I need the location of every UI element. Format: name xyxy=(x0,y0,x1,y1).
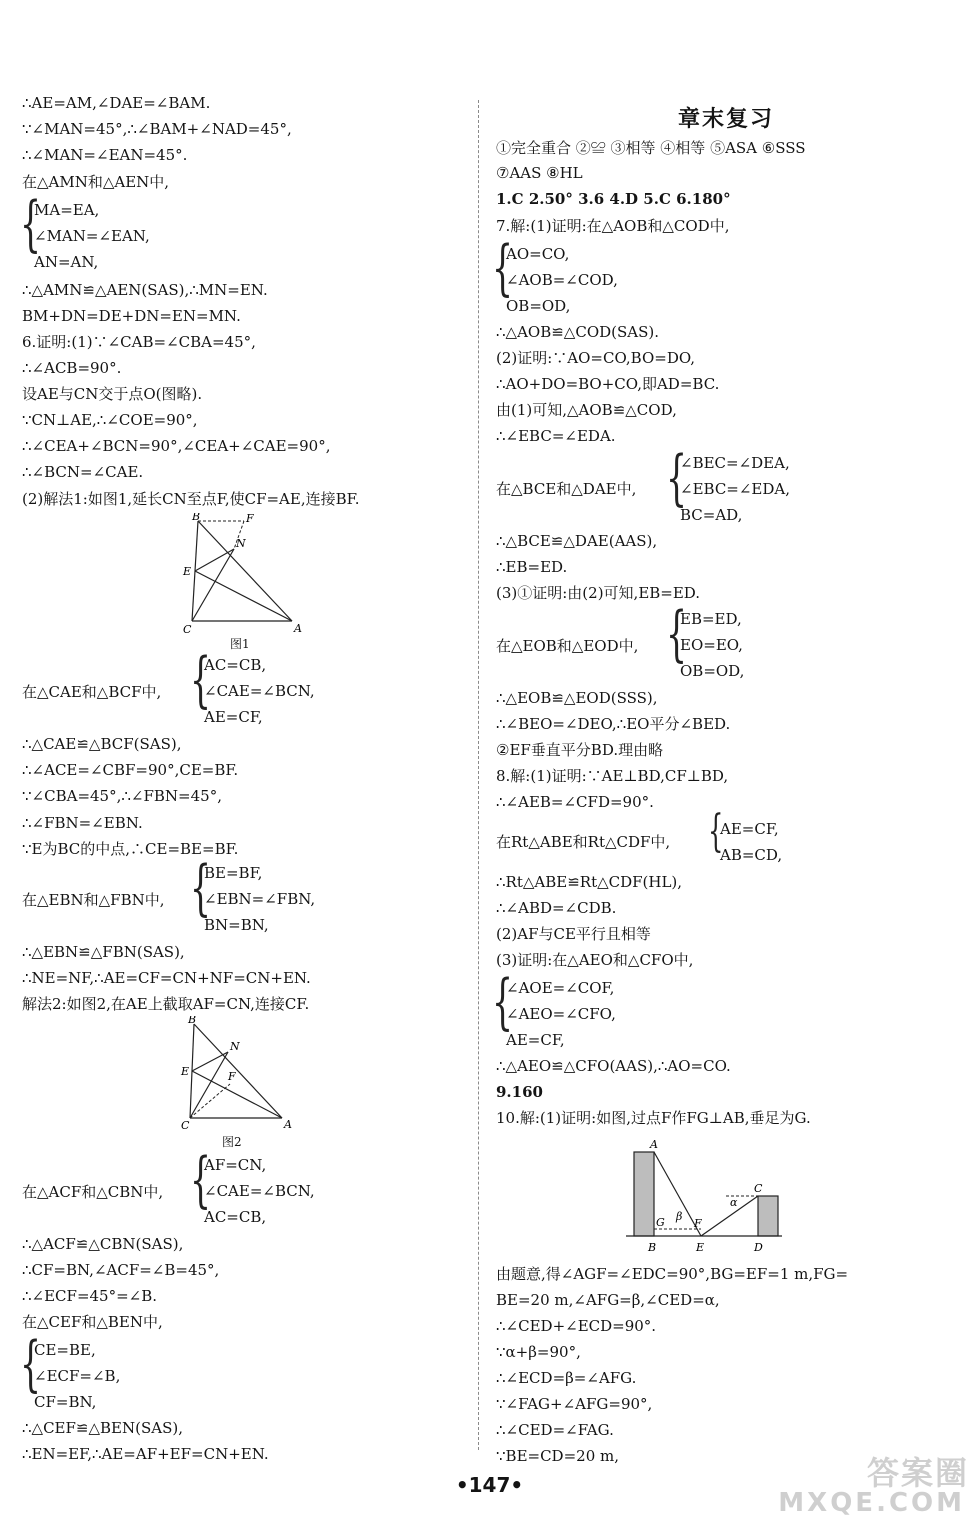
text-line: ∵CN⊥AE,∴∠COE=90°, xyxy=(22,411,198,429)
text-line: ①完全重合 ②≌ ③相等 ④相等 ⑤ASA ⑥SSS xyxy=(496,139,806,157)
text-line: 在△AMN和△AEN中, xyxy=(22,173,170,191)
text-line: ∴△CAE≌△BCF(SAS), xyxy=(22,735,182,753)
label-beta: β xyxy=(676,1210,683,1223)
equation: ∠ECF=∠B, xyxy=(34,1367,121,1385)
text-line: ∵∠FAG+∠AFG=90°, xyxy=(496,1395,653,1413)
text-line: ∵BE=CD=20 m, xyxy=(496,1447,620,1465)
text-line: ∴∠ECF=45°=∠B. xyxy=(22,1287,158,1305)
text-line: ∴∠BEO=∠DEO,∴EO平分∠BED. xyxy=(496,715,731,733)
text-line: ∴∠ACE=∠CBF=90°,CE=BF. xyxy=(22,761,239,779)
equation-system xyxy=(34,197,150,275)
text-line: 在△EBN和△FBN中, xyxy=(22,891,165,909)
text-line: ∴△EOB≌△EOD(SSS), xyxy=(496,689,658,707)
equation: ∠AOE=∠COF, xyxy=(506,979,615,997)
text-line: ∴△BCE≌△DAE(AAS), xyxy=(496,532,658,550)
equation-system xyxy=(204,652,315,730)
equation: AC=CB, xyxy=(204,1208,267,1226)
equation-system xyxy=(34,1337,120,1415)
label-N: N xyxy=(230,1040,240,1053)
label-A: A xyxy=(650,1138,658,1151)
text-line: ∵α+β=90°, xyxy=(496,1343,581,1361)
text-line: ∴NE=NF,∴AE=CF=CN+NF=CN+EN. xyxy=(22,969,311,987)
text-line: 8.解:(1)证明:∵AE⊥BD,CF⊥BD, xyxy=(496,767,729,785)
text-line: 7.解:(1)证明:在△AOB和△COD中, xyxy=(496,217,730,235)
label-B: B xyxy=(648,1241,657,1254)
label-C: C xyxy=(181,1119,190,1132)
text-line: 由(1)可知,△AOB≌△COD, xyxy=(496,401,677,419)
page-number: •147• xyxy=(455,1473,524,1497)
equation: AO=CO, xyxy=(506,245,570,263)
equation: AE=CF, xyxy=(506,1031,565,1049)
text-line: ∴AO+DO=BO+CO,即AD=BC. xyxy=(496,375,720,393)
equation-system xyxy=(204,1152,315,1230)
text-line: ∴△CEF≌△BEN(SAS), xyxy=(22,1419,183,1437)
brace: { xyxy=(20,189,42,259)
text-line: (2)解法1:如图1,延长CN至点F,使CF=AE,连接BF. xyxy=(22,490,360,508)
equation-system xyxy=(506,975,616,1053)
label-G: G xyxy=(656,1216,665,1229)
label-F: F xyxy=(694,1217,702,1230)
equation-system xyxy=(204,860,315,938)
text-line: 由题意,得∠AGF=∠EDC=90°,BG=EF=1 m,FG= xyxy=(496,1265,849,1283)
brace: { xyxy=(708,806,724,857)
label-C: C xyxy=(754,1182,763,1195)
brace: { xyxy=(492,233,514,303)
text-line: ②EF垂直平分BD.理由略 xyxy=(496,741,664,759)
text-line: ⑦AAS ⑧HL xyxy=(496,164,583,182)
figure-1 xyxy=(172,513,322,643)
label-A: A xyxy=(294,622,302,635)
text-line: ∴△EBN≌△FBN(SAS), xyxy=(22,943,185,961)
figure-3 xyxy=(626,1134,786,1259)
watermark-logo: 答案圈 xyxy=(866,1454,969,1492)
section-title: 章末复习 xyxy=(677,107,774,132)
equation: CF=BN, xyxy=(34,1393,97,1411)
text-line: ∴∠BCN=∠CAE. xyxy=(22,463,144,481)
equation: BE=BF, xyxy=(204,864,263,882)
text-line: ∴CF=BN,∠ACF=∠B=45°, xyxy=(22,1261,220,1279)
label-F: F xyxy=(246,513,254,525)
label-F: F xyxy=(228,1070,236,1083)
brace: { xyxy=(492,967,514,1037)
label-E: E xyxy=(181,1065,190,1078)
label-C: C xyxy=(183,623,192,636)
text-line: ∵E为BC的中点,∴CE=BE=BF. xyxy=(22,840,239,858)
equation: ∠BEC=∠DEA, xyxy=(680,454,790,472)
brace: { xyxy=(666,443,688,513)
equation: ∠AEO=∠CFO, xyxy=(506,1005,616,1023)
text-line: 在△CAE和△BCF中, xyxy=(22,683,162,701)
equation: AF=CN, xyxy=(204,1156,267,1174)
equation: ∠CAE=∠BCN, xyxy=(204,682,315,700)
answer-line: 1.C 2.50° 3.6 4.D 5.C 6.180° xyxy=(496,190,731,208)
text-line: ∴△AMN≌△AEN(SAS),∴MN=EN. xyxy=(22,281,268,299)
text-line: ∴EN=EF,∴AE=AF+EF=CN+EN. xyxy=(22,1445,269,1463)
text-line: ∴∠ACB=90°. xyxy=(22,359,122,377)
equation: BC=AD, xyxy=(680,506,743,524)
equation-system xyxy=(506,241,618,319)
equation: AE=CF, xyxy=(720,820,779,838)
equation: ∠AOB=∠COD, xyxy=(506,271,618,289)
label-E: E xyxy=(696,1241,705,1254)
text-line: (2)AF与CE平行且相等 xyxy=(496,925,651,943)
label-alpha: α xyxy=(730,1196,738,1209)
text-line: 在△CEF和△BEN中, xyxy=(22,1313,163,1331)
equation: AB=CD, xyxy=(720,846,783,864)
figure-caption: 图2 xyxy=(222,1135,242,1149)
text-line: (3)①证明:由(2)可知,EB=ED. xyxy=(496,584,701,602)
equation: AC=CB, xyxy=(204,656,267,674)
text-line: ∴∠EBC=∠EDA. xyxy=(496,427,616,445)
text-line: 解法2:如图2,在AE上截取AF=CN,连接CF. xyxy=(22,995,310,1013)
text-line: (2)证明:∵AO=CO,BO=DO, xyxy=(496,349,696,367)
equation: AN=AN, xyxy=(34,253,99,271)
text-line: 在△BCE和△DAE中, xyxy=(496,480,637,498)
equation: BN=BN, xyxy=(204,916,269,934)
equation: ∠CAE=∠BCN, xyxy=(204,1182,315,1200)
text-line: ∴△ACF≌△CBN(SAS), xyxy=(22,1235,184,1253)
equation: EO=EO, xyxy=(680,636,743,654)
text-line: ∴△AOB≌△COD(SAS). xyxy=(496,323,659,341)
text-line: BM+DN=DE+DN=EN=MN. xyxy=(22,307,241,325)
watermark-url: MXQE.COM xyxy=(778,1488,965,1518)
text-line: ∴∠MAN=∠EAN=45°. xyxy=(22,146,188,164)
label-E: E xyxy=(183,565,192,578)
equation-system xyxy=(680,450,790,528)
text-line: ∴∠CED=∠FAG. xyxy=(496,1421,614,1439)
equation: OB=OD, xyxy=(680,662,745,680)
label-N: N xyxy=(236,537,246,550)
text-line: ∴Rt△ABE≌Rt△CDF(HL), xyxy=(496,873,683,891)
text-line: ∴∠AEB=∠CFD=90°. xyxy=(496,793,654,811)
text-line: 6.证明:(1)∵∠CAB=∠CBA=45°, xyxy=(22,333,256,351)
equation: ∠EBN=∠FBN, xyxy=(204,890,316,908)
label-D: D xyxy=(754,1241,763,1254)
figure-caption: 图1 xyxy=(230,637,250,651)
equation-system xyxy=(720,816,782,868)
text-line: 10.解:(1)证明:如图,过点F作FG⊥AB,垂足为G. xyxy=(496,1109,811,1127)
text-line: ∵∠MAN=45°,∴∠BAM+∠NAD=45°, xyxy=(22,120,292,138)
brace: { xyxy=(666,599,688,669)
text-line: (3)证明:在△AEO和△CFO中, xyxy=(496,951,694,969)
text-line: ∴∠FBN=∠EBN. xyxy=(22,814,143,832)
text-line: ∴AE=AM,∠DAE=∠BAM. xyxy=(22,94,211,112)
text-line: 设AE与CN交于点O(图略). xyxy=(22,385,203,403)
equation: AE=CF, xyxy=(204,708,263,726)
answer-line: 9.160 xyxy=(496,1083,543,1101)
text-line: ∴∠CEA+∠BCN=90°,∠CEA+∠CAE=90°, xyxy=(22,437,331,455)
label-B: B xyxy=(188,1016,197,1026)
equation: OB=OD, xyxy=(506,297,571,315)
label-B: B xyxy=(192,513,201,523)
text-line: ∴△AEO≌△CFO(AAS),∴AO=CO. xyxy=(496,1057,731,1075)
equation-system xyxy=(680,606,744,684)
brace: { xyxy=(190,1145,212,1215)
equation: ∠EBC=∠EDA, xyxy=(680,480,791,498)
equation: MA=EA, xyxy=(34,201,100,219)
label-A: A xyxy=(284,1118,292,1131)
column-divider xyxy=(478,100,479,1450)
text-line: ∴∠CED+∠ECD=90°. xyxy=(496,1317,657,1335)
text-line: ∴∠ABD=∠CDB. xyxy=(496,899,617,917)
equation: ∠MAN=∠EAN, xyxy=(34,227,150,245)
text-line: ∵∠CBA=45°,∴∠FBN=45°, xyxy=(22,787,222,805)
text-line: 在△EOB和△EOD中, xyxy=(496,637,639,655)
equation: EB=ED, xyxy=(680,610,742,628)
equation: CE=BE, xyxy=(34,1341,96,1359)
brace: { xyxy=(190,853,212,923)
text-line: ∴EB=ED. xyxy=(496,558,568,576)
brace: { xyxy=(190,645,212,715)
figure-2 xyxy=(172,1016,322,1136)
text-line: 在Rt△ABE和Rt△CDF中, xyxy=(496,833,671,851)
text-line: ∴∠ECD=β=∠AFG. xyxy=(496,1369,637,1387)
brace: { xyxy=(20,1329,42,1399)
text-line: BE=20 m,∠AFG=β,∠CED=α, xyxy=(496,1291,720,1309)
text-line: 在△ACF和△CBN中, xyxy=(22,1183,164,1201)
